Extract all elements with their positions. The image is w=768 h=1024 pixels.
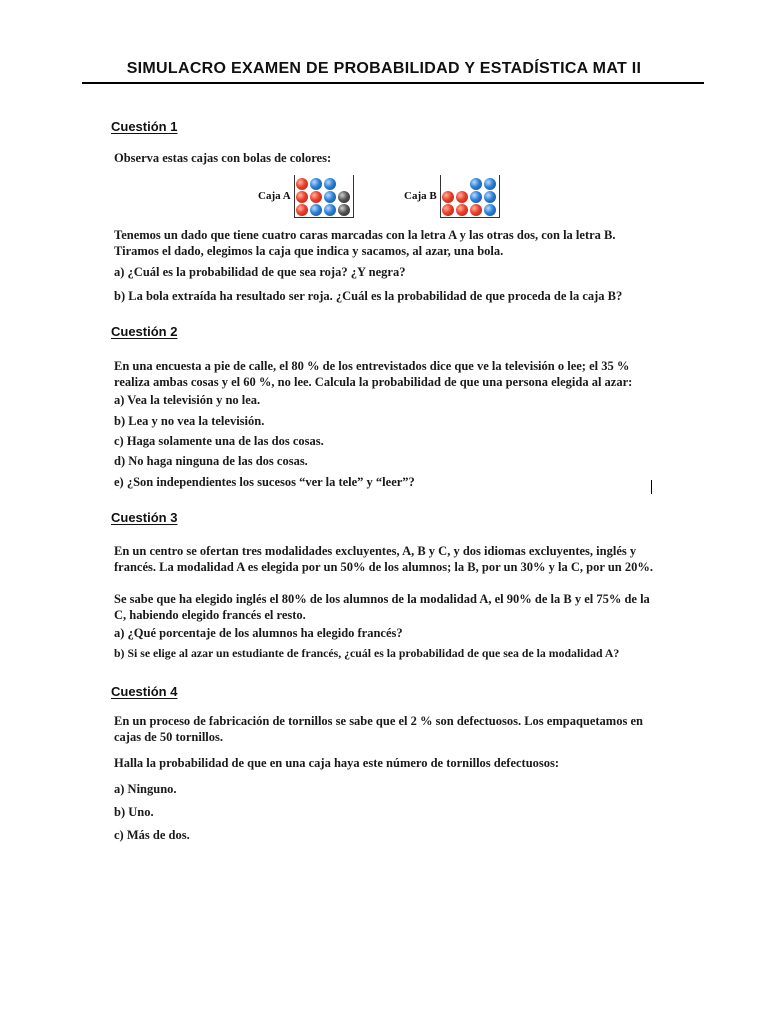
- ball-blue-icon: [310, 204, 322, 216]
- ball-blue-icon: [484, 178, 496, 190]
- title-rule: [82, 82, 704, 84]
- q1-part-b: b) La bola extraída ha resultado ser roja. ¿Cuál es la probabilidad de que proceda de la caja B?: [114, 289, 623, 303]
- box-b-label: Caja B: [404, 190, 437, 202]
- q3-heading: Cuestión 3: [111, 510, 178, 525]
- q4-text: En un proceso de fabricación de tornillos se sabe que el 2 % son defectuosos. Los empaquetamos en cajas de 50 tornillos.: [114, 714, 643, 744]
- q4-part-c: c) Más de dos.: [114, 828, 190, 842]
- q4-heading: Cuestión 4: [111, 684, 178, 699]
- box-b: [440, 175, 500, 218]
- ball-blue-icon: [470, 178, 482, 190]
- ball-red-icon: [296, 178, 308, 190]
- q3-part-a: a) ¿Qué porcentaje de los alumnos ha elegido francés?: [114, 626, 403, 640]
- ball-black-icon: [338, 204, 350, 216]
- ball-red-icon: [296, 191, 308, 203]
- ball-red-icon: [456, 191, 468, 203]
- q2-part-a: a) Vea la televisión y no lea.: [114, 393, 261, 407]
- q2-part-d: d) No haga ninguna de las dos cosas.: [114, 454, 308, 468]
- q2-text: En una encuesta a pie de calle, el 80 % de los entrevistados dice que ve la televisión o lee; el 35 % realiza ambas cosas y el 60 %, no lee. Calcula la probabilidad de que una persona elegida al azar:: [114, 359, 633, 389]
- ball-blue-icon: [324, 204, 336, 216]
- ball-blue-icon: [324, 191, 336, 203]
- q4-part-b: b) Uno.: [114, 805, 154, 819]
- ball-red-icon: [456, 204, 468, 216]
- q1-text: Tenemos un dado que tiene cuatro caras marcadas con la letra A y las otras dos, con la letra B. Tiramos el dado, elegimos la caja que indica y sacamos, al azar, una bola.: [114, 228, 616, 258]
- ball-blue-icon: [484, 204, 496, 216]
- ball-red-icon: [296, 204, 308, 216]
- ball-blue-icon: [484, 191, 496, 203]
- ball-blue-icon: [470, 191, 482, 203]
- q3-part-b: b) Si se elige al azar un estudiante de francés, ¿cuál es la probabilidad de que sea de la modalidad A?: [114, 646, 620, 660]
- box-a: [294, 175, 354, 218]
- q1-part-a: a) ¿Cuál es la probabilidad de que sea roja? ¿Y negra?: [114, 265, 406, 279]
- ball-red-icon: [310, 191, 322, 203]
- ball-blue-icon: [324, 178, 336, 190]
- ball-blue-icon: [310, 178, 322, 190]
- box-a-label: Caja A: [258, 190, 291, 202]
- q2-heading: Cuestión 2: [111, 324, 178, 339]
- text-cursor: [651, 480, 652, 494]
- q4-part-a: a) Ninguno.: [114, 782, 177, 796]
- q1-heading: Cuestión 1: [111, 119, 178, 134]
- q2-part-c: c) Haga solamente una de las dos cosas.: [114, 434, 324, 448]
- q4-prompt: Halla la probabilidad de que en una caja haya este número de tornillos defectuosos:: [114, 756, 560, 770]
- ball-red-icon: [470, 204, 482, 216]
- q2-part-b: b) Lea y no vea la televisión.: [114, 414, 265, 428]
- ball-black-icon: [338, 191, 350, 203]
- ball-red-icon: [442, 204, 454, 216]
- q1-intro: Observa estas cajas con bolas de colores:: [114, 151, 332, 165]
- q3-text-2: Se sabe que ha elegido inglés el 80% de los alumnos de la modalidad A, el 90% de la B y el 75% de la C, habiendo elegido francés el resto.: [114, 592, 650, 622]
- ball-red-icon: [442, 191, 454, 203]
- q2-part-e: e) ¿Son independientes los sucesos “ver la tele” y “leer”?: [114, 475, 415, 489]
- q3-text-1: En un centro se ofertan tres modalidades excluyentes, A, B y C, y dos idiomas excluyentes, inglés y francés. La modalidad A es elegida por un 50% de los alumnos; la B, por un 30% y la C, por un 20%.: [114, 544, 653, 574]
- document-title: SIMULACRO EXAMEN DE PROBABILIDAD Y ESTADÍSTICA MAT II: [126, 60, 642, 77]
